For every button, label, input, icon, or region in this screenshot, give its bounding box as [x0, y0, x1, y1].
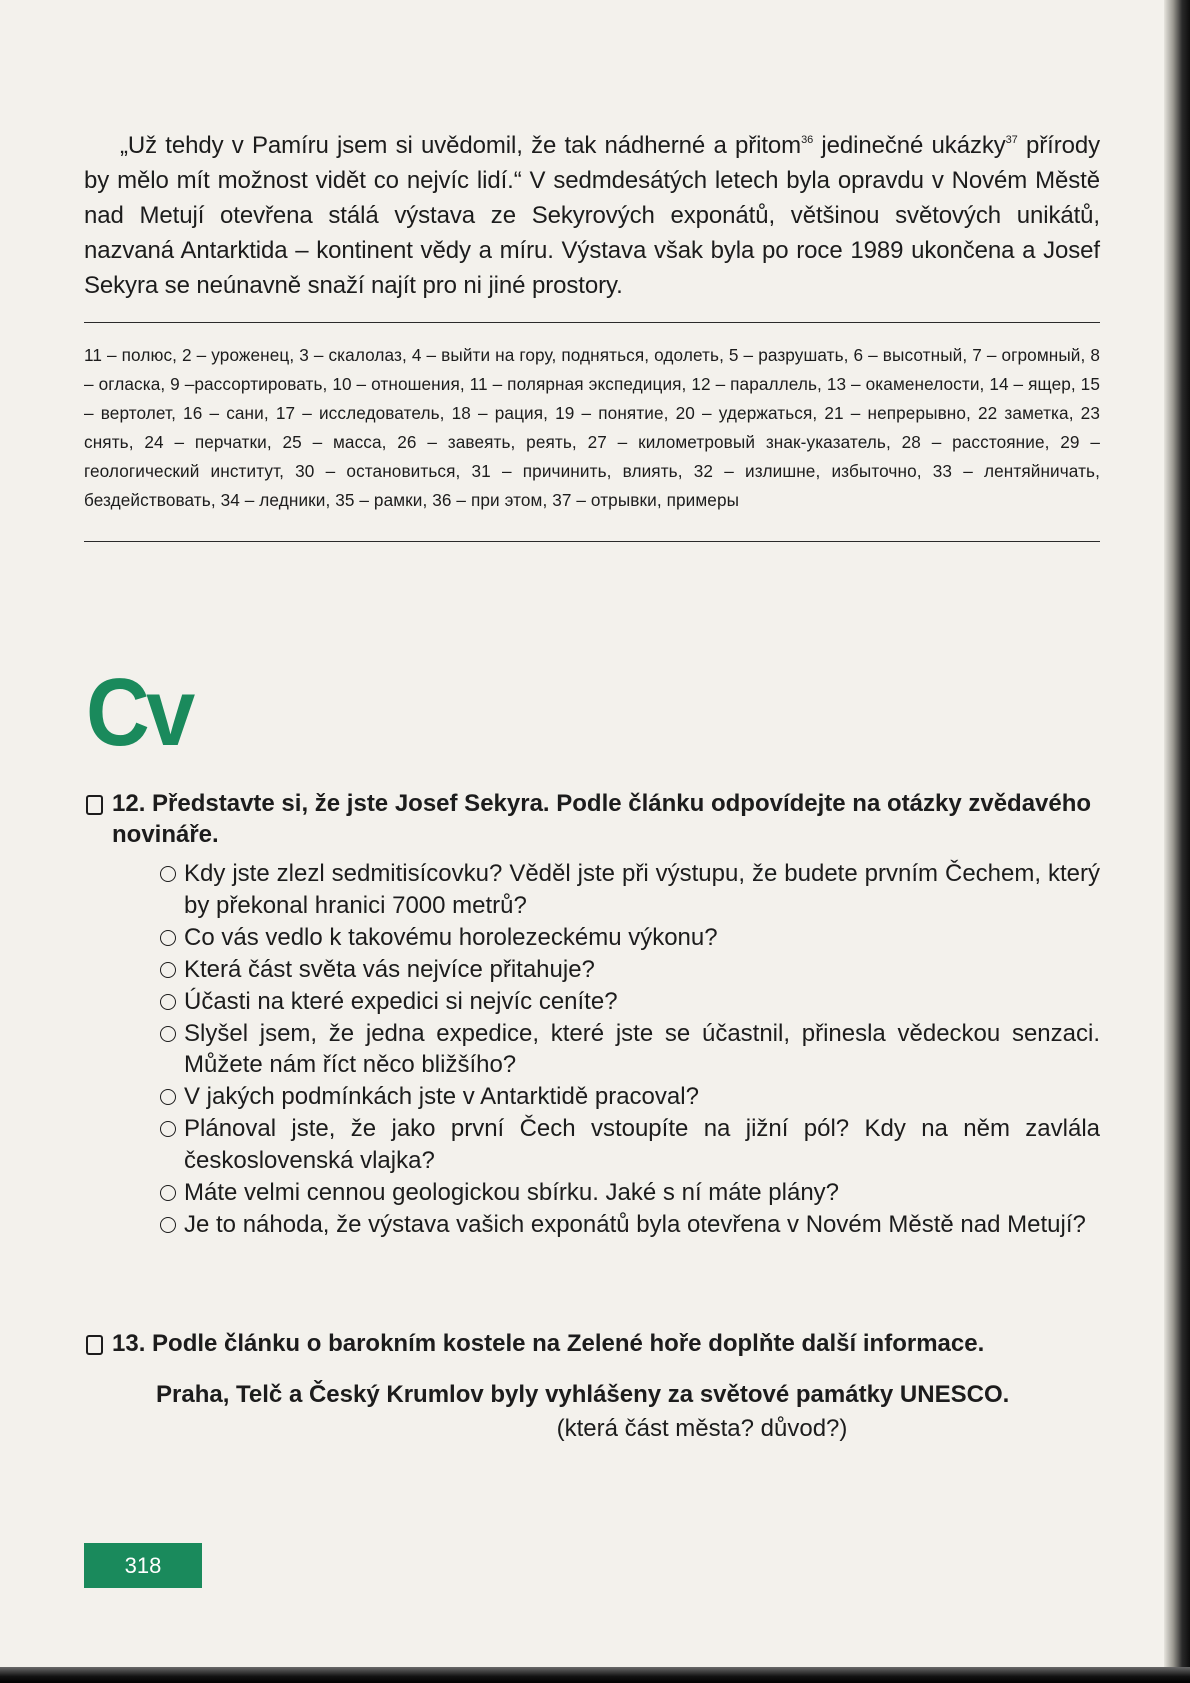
exercise-13-hint: (která část města? důvod?) [556, 1415, 848, 1442]
question-item [160, 986, 1100, 1018]
question-item [160, 858, 1100, 921]
question-item [160, 1081, 1100, 1113]
question-item [160, 1177, 1100, 1209]
circle-bullet-icon [160, 994, 176, 1010]
exercise-12 [84, 788, 1100, 1241]
section-label-cv: Cv [86, 659, 192, 766]
question-list [84, 858, 1100, 1240]
exercise-12-title: 12. Představte si, že jste Josef Sekyra. Podle článku odpovídejte na otázky zvědavého novináře. [112, 790, 1092, 848]
question-item [160, 1018, 1100, 1081]
exercise-13-heading [84, 1328, 1100, 1359]
footnote-ref-36: 36 [801, 134, 814, 146]
intro-text-part3: přírody by mělo mít možnost vidět co nejvíc lidí.“ V sedmdesátých letech byla opravdu v Novém Městě nad Metují otevřena stálá výstava ze Sekyrových exponátů, většinou světových unikátů, nazvaná Antarktida – kontinent vědy a míru. Výstava však byla po roce 1989 ukončena a Josef Sekyra se neúnavně snaží najít pro ni jiné prostory. [84, 132, 1100, 299]
glossary-top-rule [84, 322, 1100, 323]
question-item [160, 1113, 1100, 1176]
circle-bullet-icon [160, 1089, 176, 1105]
question-text: Co vás vedlo k takovému horolezeckému výkonu? [184, 923, 718, 951]
question-text: Slyšel jsem, že jedna expedice, které jste se účastnil, přinesla vědeckou senzaci. Můžete nám říct něco bližšího? [184, 1019, 1100, 1078]
question-item [160, 922, 1100, 954]
circle-bullet-icon [160, 1121, 176, 1137]
question-text: Máte velmi cennou geologickou sbírku. Jaké s ní máte plány? [184, 1178, 840, 1206]
checkbox-icon [86, 795, 103, 815]
circle-bullet-icon [160, 1217, 176, 1233]
question-text: Je to náhoda, že výstava vašich exponátů byla otevřena v Novém Městě nad Metují? [184, 1210, 1086, 1238]
main-text-block [84, 128, 1100, 542]
intro-text-part1: „Už tehdy v Pamíru jsem si uvědomil, že tak nádherné a přitom [120, 132, 802, 159]
vocabulary-glossary: 11 – полюс, 2 – уроженец, 3 – скалолаз, 4 – выйти на гору, подняться, одолеть, 5 – разрушать, 6 – высотный, 7 – огромный, 8 – огласка, 9 –рассортировать, 10 – отношения, 11 – полярная экспедиция, 12 – параллель, 13 – окаменелости, 14 – ящер, 15 – вертолет, 16 – сани, 17 – исследователь, 18 – рация, 19 – понятие, 20 – удержаться, 21 – непрерывно, 22 заметка, 23 снять, 24 – перчатки, 25 – масса, 26 – завеять, реять, 27 – километровый знак-указатель, 28 – расстояние, 29 – геологический институт, 30 – остановиться, 31 – причинить, влиять, 32 – излишне, избыточно, 33 – лентяйничать, бездействовать, 34 – ледники, 35 – рамки, 36 – при этом, 37 – отрывки, примеры [84, 345, 1100, 510]
exercise-13-statement: Praha, Telč a Český Krumlov byly vyhlášeny za světové památky UNESCO. [156, 1381, 1010, 1408]
footnote-ref-37: 37 [1005, 134, 1018, 146]
circle-bullet-icon [160, 962, 176, 978]
circle-bullet-icon [160, 1026, 176, 1042]
intro-text-part2: jedinečné ukázky [813, 132, 1006, 159]
exercise-13 [84, 1328, 1100, 1444]
circle-bullet-icon [160, 930, 176, 946]
page-bottom-shadow [0, 1667, 1190, 1683]
exercise-12-heading [84, 788, 1100, 850]
exercise-13-title: 13. Podle článku o barokním kostele na Zelené hoře doplňte další informace. [112, 1330, 985, 1357]
checkbox-icon [86, 1335, 103, 1355]
question-item [160, 1209, 1100, 1241]
circle-bullet-icon [160, 866, 176, 882]
question-text: Plánoval jste, že jako první Čech vstoupíte na jižní pól? Kdy na něm zavlála československá vlajka? [184, 1115, 1100, 1174]
question-text: Kdy jste zlezl sedmitisícovku? Věděl jste při výstupu, že budete prvním Čechem, který by překonal hranici 7000 metrů? [184, 860, 1100, 919]
question-text: V jakých podmínkách jste v Antarktidě pracoval? [184, 1083, 699, 1110]
page-number: 318 [84, 1543, 202, 1588]
circle-bullet-icon [160, 1185, 176, 1201]
book-spine-shadow [1164, 0, 1190, 1683]
question-text: Která část světa vás nejvíce přitahuje? [184, 955, 595, 983]
question-item [160, 954, 1100, 986]
glossary-bottom-rule [84, 541, 1100, 542]
intro-paragraph [84, 128, 1100, 303]
question-text: Účasti na které expedici si nejvíc ceníte? [184, 987, 618, 1015]
